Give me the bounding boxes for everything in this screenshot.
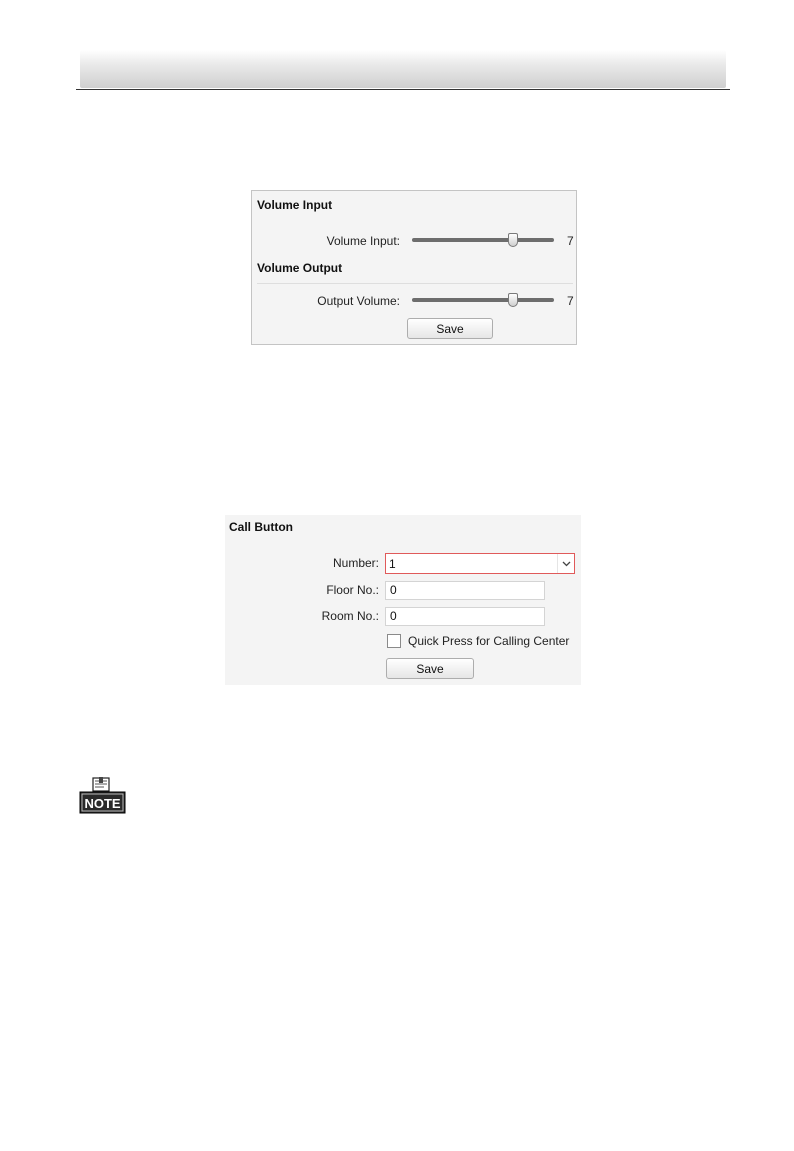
header-divider — [76, 89, 730, 90]
note-icon-label: NOTE — [84, 796, 121, 811]
volume-input-label: Volume Input: — [326, 234, 400, 248]
quick-press-label: Quick Press for Calling Center — [408, 634, 570, 648]
volume-settings-panel — [251, 190, 577, 345]
floor-no-label: Floor No.: — [326, 583, 379, 597]
save-button[interactable]: Save — [407, 318, 493, 339]
section-divider — [257, 283, 573, 284]
call-button-panel — [225, 515, 581, 685]
number-select[interactable] — [385, 553, 575, 574]
room-no-label: Room No.: — [321, 609, 379, 623]
volume-input-heading: Volume Input — [257, 198, 333, 212]
save-button[interactable]: Save — [386, 658, 474, 679]
volume-input-slider[interactable] — [412, 238, 554, 242]
call-button-heading: Call Button — [229, 520, 293, 534]
volume-output-heading: Volume Output — [257, 261, 343, 275]
volume-input-slider-thumb[interactable] — [508, 233, 518, 247]
note-icon — [79, 777, 126, 814]
quick-press-checkbox[interactable] — [387, 634, 401, 648]
floor-no-input[interactable]: 0 — [385, 581, 545, 600]
volume-input-value: 7 — [567, 234, 574, 248]
room-no-input[interactable]: 0 — [385, 607, 545, 626]
chevron-down-icon[interactable] — [557, 554, 574, 573]
output-volume-slider[interactable] — [412, 298, 554, 302]
output-volume-label: Output Volume: — [317, 294, 400, 308]
output-volume-slider-thumb[interactable] — [508, 293, 518, 307]
number-label: Number: — [332, 556, 379, 570]
output-volume-value: 7 — [567, 294, 574, 308]
page-header-bar — [80, 50, 726, 88]
number-select-value: 1 — [389, 557, 396, 571]
